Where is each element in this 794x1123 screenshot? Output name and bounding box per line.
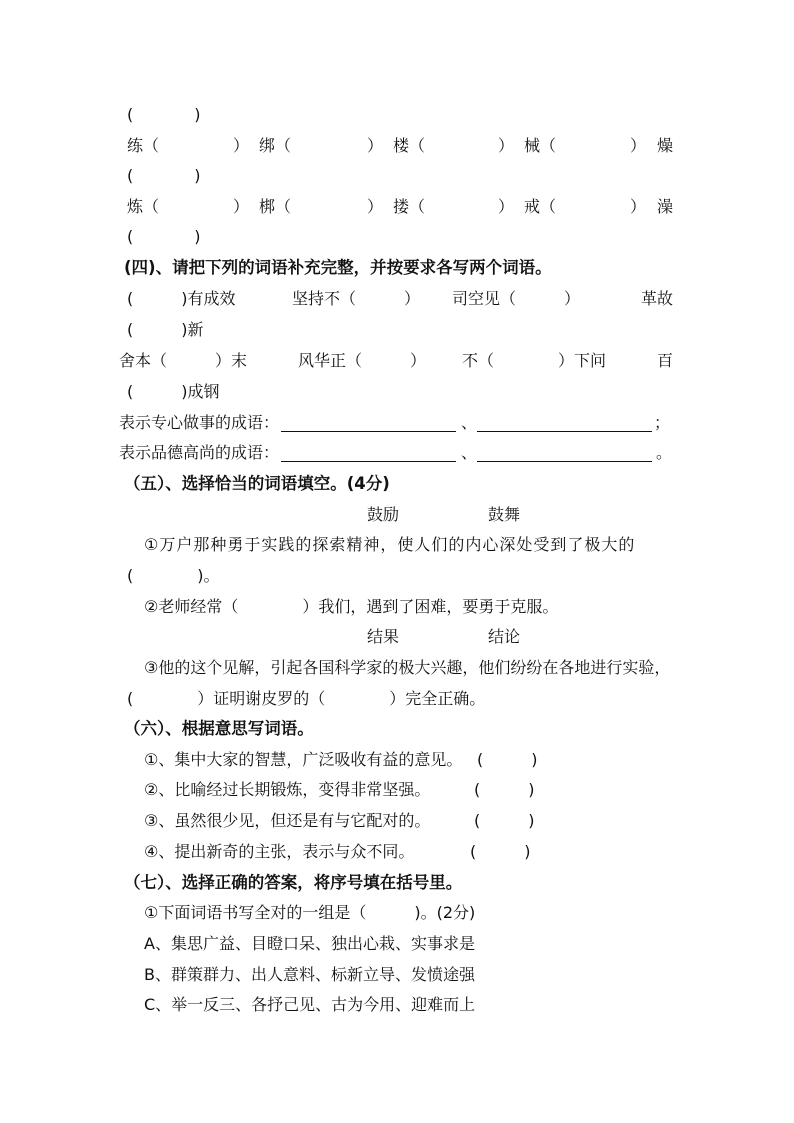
section-6-heading bbox=[0, 716, 794, 742]
answer-blank[interactable]: ( ) bbox=[127, 105, 201, 124]
idiom-item: 司空见（ ） bbox=[452, 289, 581, 308]
char-paren-close: ） bbox=[233, 197, 250, 216]
idiom-item: 风华正（ ） bbox=[298, 351, 427, 370]
idiom-item: 不（ ）下问 bbox=[462, 351, 607, 370]
question-5-3-wrap bbox=[0, 686, 794, 712]
question-text: ①万户那种勇于实践的探索精神，使人们的内心深处受到了极大的 bbox=[144, 535, 636, 554]
section-4-heading bbox=[0, 255, 794, 281]
write-line[interactable] bbox=[281, 431, 456, 432]
idiom-item: 革故 bbox=[641, 289, 674, 308]
focus-idioms-row bbox=[0, 410, 794, 436]
definition-item bbox=[0, 808, 794, 834]
idiom-item: 百 bbox=[657, 351, 674, 370]
choice-option: B、群策群力、出人意料、标新立导、发愤途强 bbox=[144, 965, 475, 984]
idiom-item: ( )成钢 bbox=[127, 382, 220, 401]
question-text: ①下面词语书写全对的一组是（ )。(2分) bbox=[144, 903, 476, 922]
char-item: 楼（ bbox=[393, 136, 426, 155]
word-options-1 bbox=[0, 502, 794, 528]
idiom-row-2-wrap bbox=[0, 379, 794, 405]
answer-blank[interactable]: ( ) bbox=[127, 166, 201, 185]
char-row-blank-1 bbox=[0, 102, 794, 128]
section-heading: (四)、请把下列的词语补充完整，并按要求各写两个词语。 bbox=[124, 258, 552, 277]
question-text: ( ）证明谢皮罗的（ ）完全正确。 bbox=[127, 689, 486, 708]
section-5-heading bbox=[0, 471, 794, 497]
idiom-item: ( )新 bbox=[127, 320, 204, 339]
question-text: ③他的这个见解，引起各国科学家的极大兴趣，他们纷纷在各地进行实验， bbox=[144, 658, 671, 677]
word-option: 结论 bbox=[488, 627, 521, 646]
idiom-row-1 bbox=[0, 286, 794, 312]
question-5-1-wrap bbox=[0, 563, 794, 589]
write-line[interactable] bbox=[477, 431, 652, 432]
char-row-blank-2 bbox=[0, 163, 794, 189]
word-option: 鼓励 bbox=[367, 505, 400, 524]
char-item: 搂（ bbox=[393, 197, 426, 216]
char-paren-close: ） bbox=[498, 136, 515, 155]
section-heading: （七）、选择正确的答案，将序号填在括号里。 bbox=[124, 873, 463, 892]
answer-blank[interactable]: ( ) bbox=[470, 842, 531, 861]
definition-text: ②、比喻经过长期锻炼，变得非常坚强。 bbox=[144, 780, 431, 799]
row-end-punct: 。 bbox=[656, 443, 673, 462]
idiom-item: ( )有成效 bbox=[127, 289, 236, 308]
definition-text: ①、集中大家的智慧，广泛吸收有益的意见。 bbox=[144, 750, 463, 769]
char-item: 械（ bbox=[524, 136, 557, 155]
char-paren-close: ） bbox=[367, 197, 384, 216]
definition-text: ③、虽然很少见，但还是有与它配对的。 bbox=[144, 811, 431, 830]
word-option: 鼓舞 bbox=[488, 505, 521, 524]
definition-item bbox=[0, 839, 794, 865]
word-options-2 bbox=[0, 624, 794, 650]
choice-option: C、举一反三、各抒己见、古为今用、迎难而上 bbox=[144, 995, 476, 1014]
char-row-blank-3 bbox=[0, 224, 794, 250]
focus-idioms-label: 表示专心做事的成语： bbox=[119, 413, 280, 432]
char-item: 澡 bbox=[657, 197, 674, 216]
answer-blank[interactable]: ( ) bbox=[127, 227, 201, 246]
char-item: 戒（ bbox=[524, 197, 557, 216]
separator: 、 bbox=[461, 413, 478, 432]
question-5-1 bbox=[0, 532, 794, 558]
char-paren-close: ） bbox=[630, 136, 647, 155]
section-heading: （六）、根据意思写词语。 bbox=[124, 719, 314, 738]
char-item: 练（ bbox=[127, 136, 160, 155]
char-paren-close: ） bbox=[498, 197, 515, 216]
char-paren-close: ） bbox=[630, 197, 647, 216]
question-5-3 bbox=[0, 655, 794, 681]
idiom-row-1-wrap bbox=[0, 317, 794, 343]
char-row-2 bbox=[0, 194, 794, 220]
option-a bbox=[0, 931, 794, 957]
answer-blank[interactable]: ( ) bbox=[474, 811, 535, 830]
definition-item bbox=[0, 777, 794, 803]
definition-text: ④、提出新奇的主张，表示与众不同。 bbox=[144, 842, 415, 861]
row-end-punct: ； bbox=[654, 413, 671, 432]
answer-blank[interactable]: ( )。 bbox=[127, 566, 220, 585]
section-7-heading bbox=[0, 870, 794, 896]
virtue-idioms-row bbox=[0, 440, 794, 466]
option-c bbox=[0, 992, 794, 1018]
answer-blank[interactable]: ( ) bbox=[477, 750, 538, 769]
char-paren-close: ） bbox=[233, 136, 250, 155]
separator: 、 bbox=[461, 443, 478, 462]
char-item: 梆（ bbox=[259, 197, 292, 216]
write-line[interactable] bbox=[281, 461, 456, 462]
question-7-1 bbox=[0, 900, 794, 926]
answer-blank[interactable]: ( ) bbox=[474, 780, 535, 799]
char-item: 炼（ bbox=[127, 197, 160, 216]
char-row-1 bbox=[0, 133, 794, 159]
idiom-item: 舍本（ ）末 bbox=[119, 351, 248, 370]
choice-option: A、集思广益、目瞪口呆、独出心栽、实事求是 bbox=[144, 934, 475, 953]
virtue-idioms-label: 表示品德高尚的成语： bbox=[119, 443, 280, 462]
char-paren-close: ） bbox=[367, 136, 384, 155]
question-5-2 bbox=[0, 594, 794, 620]
section-heading: （五）、选择恰当的词语填空。(4分) bbox=[124, 474, 390, 493]
definition-item bbox=[0, 747, 794, 773]
word-option: 结果 bbox=[367, 627, 400, 646]
idiom-item: 坚持不（ ） bbox=[292, 289, 421, 308]
idiom-row-2 bbox=[0, 348, 794, 374]
char-item: 绑（ bbox=[259, 136, 292, 155]
write-line[interactable] bbox=[477, 461, 652, 462]
option-b bbox=[0, 962, 794, 988]
char-item: 燥 bbox=[657, 136, 674, 155]
question-text: ②老师经常（ ）我们，遇到了困难，要勇于克服。 bbox=[144, 597, 559, 616]
